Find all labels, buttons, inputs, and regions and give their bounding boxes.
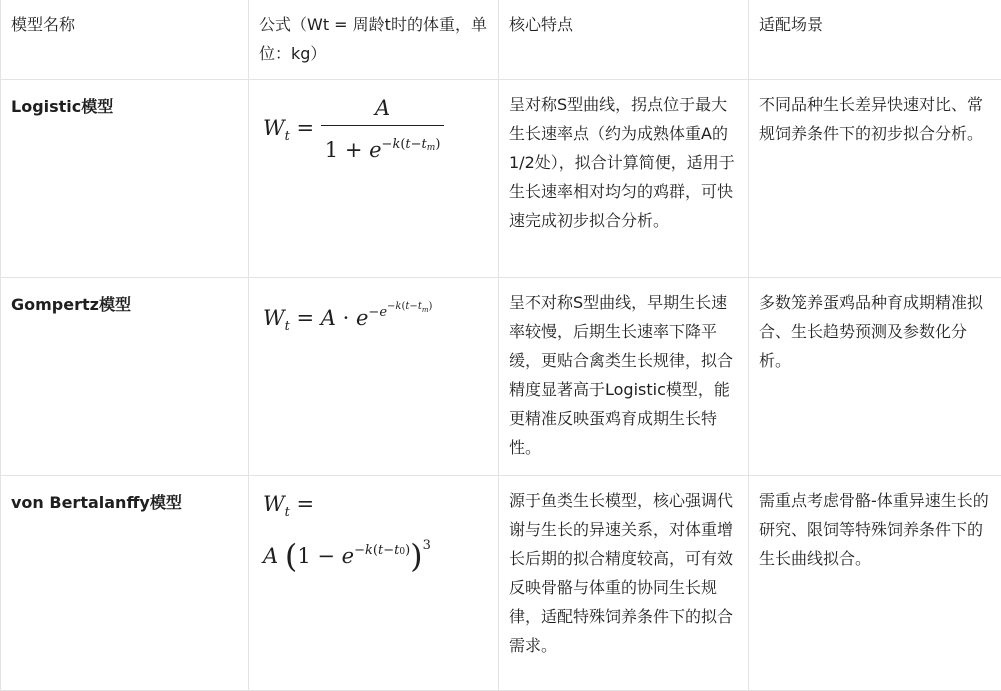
header-model-name: 模型名称 (1, 0, 249, 80)
core-features: 呈对称S型曲线，拐点位于最大生长速率点（约为成熟体重A的1/2处），拟合计算简便，适用于生长速率相对均匀的鸡群，可快速完成初步拟合分析。 (499, 80, 749, 278)
table-row (1, 278, 1001, 476)
formula-gompertz: $W_t = A \cdot e^{-e^{-k(t-t_m)}}$ (263, 306, 432, 330)
model-name: von Bertalanffy模型 (1, 476, 249, 691)
formula (249, 80, 499, 278)
table-row (1, 476, 1001, 691)
header-scenarios: 适配场景 (749, 0, 1001, 80)
formula-von-bertalanffy: $W_t$ = A $(1 - e^{-k(t-t0)})^3$ (263, 490, 488, 571)
scenarios: 需重点考虑骨骼-体重异速生长的研究、限饲等特殊饲养条件下的生长曲线拟合。 (749, 476, 1001, 691)
formula (249, 476, 499, 691)
header-features: 核心特点 (499, 0, 749, 80)
model-name: Gompertz模型 (1, 278, 249, 476)
table-header-row (1, 0, 1001, 80)
header-formula: 公式（Wt = 周龄t时的体重，单位：kg） (249, 0, 499, 80)
model-name: Logistic模型 (1, 80, 249, 278)
formula-logistic: $W_t$ = $\frac{A}{1 + e^{-k(t-t_m)}}$ (263, 116, 444, 140)
formula (249, 278, 499, 476)
core-features: 源于鱼类生长模型，核心强调代谢与生长的异速关系，对体重增长后期的拟合精度较高，可有效反映骨骼与体重的协同生长规律，适配特殊饲养条件下的拟合需求。 (499, 476, 749, 691)
scenarios: 多数笼养蛋鸡品种育成期精准拟合、生长趋势预测及参数化分析。 (749, 278, 1001, 476)
table-row (1, 80, 1001, 278)
scenarios: 不同品种生长差异快速对比、常规饲养条件下的初步拟合分析。 (749, 80, 1001, 278)
core-features: 呈不对称S型曲线，早期生长速率较慢，后期生长速率下降平缓，更贴合禽类生长规律，拟合精度显著高于Logistic模型，能更精准反映蛋鸡育成期生长特性。 (499, 278, 749, 476)
